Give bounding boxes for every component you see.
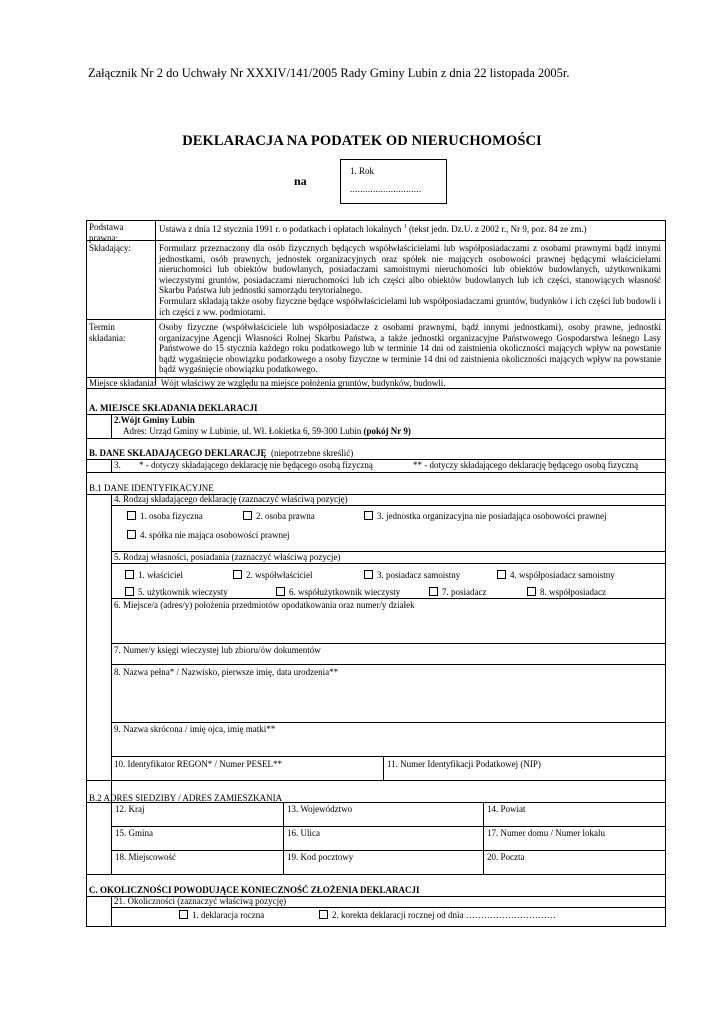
year-value[interactable]: ............................	[350, 184, 422, 194]
section-c-title: C. OKOLICZNOŚCI POWODUJĄCE KONIECZNOŚĆ ZŁOŻENIA DEKLARACJI	[89, 885, 420, 895]
field-6-label[interactable]: 6. Miejsce/a (adres/y) położenia przedmiotów opodatkowania oraz numer/y działek	[114, 600, 415, 610]
field-11-label[interactable]: 11. Numer Identyfikacji Podatkowej (NIP)	[387, 759, 541, 769]
f5-option-1[interactable]: 1. właściciel	[125, 570, 183, 581]
checkbox[interactable]	[429, 587, 438, 596]
b1-title: B.1 DANE IDENTYFIKACYJNE	[89, 483, 214, 493]
year-field[interactable]	[340, 159, 447, 204]
checkbox[interactable]	[125, 570, 134, 579]
checkbox[interactable]	[319, 910, 328, 919]
section-b-title: B. DANE SKŁADAJĄCEGO DEKLARACJĘ (niepotrzebne skreślić)	[89, 448, 354, 458]
field-16-label[interactable]: 16. Ulica	[287, 828, 320, 838]
field-2-label: 2.Wójt Gminy Lubin	[114, 415, 195, 425]
attachment-line: Załącznik Nr 2 do Uchwały Nr XXXIV/141/2005 Rady Gminy Lubin z dnia 22 listopada 2005r.	[88, 66, 570, 80]
f4-option-4[interactable]: 4. spółka nie mająca osobowości prawnej	[127, 530, 289, 541]
checkbox[interactable]	[125, 587, 134, 596]
field-20-label[interactable]: 20. Poczta	[487, 852, 525, 862]
f4-option-3[interactable]: 3. jednostka organizacyjna nie posiadająca osobowości prawnej	[364, 511, 607, 522]
podstawa-label: Podstawa prawna:	[89, 222, 124, 243]
f5-option-3[interactable]: 3. posiadacz samoistny	[364, 570, 460, 581]
f5-option-7[interactable]: 7. posiadacz	[429, 587, 486, 598]
field-3-option-legal: * - dotyczy składającego deklarację nie będącego osobą fizyczną	[139, 460, 373, 470]
field-4-label: 4. Rodzaj składającego deklarację (zaznaczyć właściwą pozycję)	[114, 494, 348, 504]
f5-option-8[interactable]: 8. współposiadacz	[527, 587, 606, 598]
checkbox[interactable]	[497, 570, 506, 579]
section-a-title: A. MIEJSCE SKŁADANIA DEKLARACJI	[89, 403, 258, 413]
field-12-label[interactable]: 12. Kraj	[115, 804, 145, 814]
checkbox[interactable]	[243, 511, 252, 520]
office-address: Adres: Urząd Gminy w Lubinie, ul. Wł. Łokietka 6, 59-300 Lubin (pokój Nr 9)	[123, 426, 411, 436]
field-13-label[interactable]: 13. Województwo	[287, 804, 353, 814]
checkbox[interactable]	[179, 910, 188, 919]
field-5-label: 5. Rodzaj własności, posiadania (zaznaczyć właściwą pozycje)	[114, 552, 341, 562]
checkbox[interactable]	[127, 511, 136, 520]
checkbox[interactable]	[364, 570, 373, 579]
checkbox[interactable]	[127, 530, 136, 539]
podstawa-text: Ustawa z dnia 12 stycznia 1991 r. o podatkach i opłatach lokalnych $^1$ (tekst jedn. Dz.U. z 2002 r., Nr 9, poz. 84 ze zm.)	[159, 224, 587, 234]
skladajacy-text: Formularz przeznaczony dla osób fizycznych będących współwłaścicielami lub współposiadaczami z osobami prawnymi bądź innymi jednostkami, osób prawnych, jednostek organizacyjnych oraz spółek nie mających osobowości prawnej będącymi właścicielami nieruchomości lub obiektów budowlanych, posiadaczami samoistnymi nieruchomości lub obiektów budowlanych, użytkownikami wieczystymi gruntów, posiadaczami nieruchomości lub ich części albo obiektów budowlanych lub ich części, stanowiących własność Skarbu Państwa lub jednostki samorządu terytorialnego. Formularz składają także osoby fizyczne będące współwłaścicielami lub współposiadaczami gruntów, budynków i ich części lub budowli i ich części z ww. podmiotami.	[159, 243, 661, 317]
field-18-label[interactable]: 18. Miejscowość	[115, 852, 176, 862]
checkbox[interactable]	[233, 570, 242, 579]
checkbox[interactable]	[527, 587, 536, 596]
field-17-label[interactable]: 17. Numer domu / Numer lokalu	[487, 828, 605, 838]
field-15-label[interactable]: 15. Gmina	[115, 828, 153, 838]
f5-option-4[interactable]: 4. współposiadacz samoistny	[497, 570, 615, 581]
field-14-label[interactable]: 14. Powiat	[487, 804, 526, 814]
field-3-num: 3.	[114, 460, 121, 470]
termin-text: Osoby fizyczne (współwłaściciele lub współposiadacze z osobami prawnymi, bądź innymi jednostkami), osoby prawne, jednostki organizacyjne Agencji Własności Rolnej Skarbu Państwa, a także jednostki organizacyjne Państwowego Gospodarstwa leśnego Lasy Państwowe do 15 stycznia każdego roku podatkowego lub w terminie 14 dni od zaistnienia okoliczności mających wpływ na powstanie bądź wygaśnięcie obowiązku podatkowego a osoby fizyczne w terminie 14 dni od zaistnienia okoliczności mających wpływ na powstanie bądź wygaśnięcie obowiązku podatkowego.	[159, 322, 661, 375]
checkbox[interactable]	[364, 511, 373, 520]
f5-option-2[interactable]: 2. współwłaściciel	[233, 570, 313, 581]
page-title: DEKLARACJA NA PODATEK OD NIERUCHOMOŚCI	[182, 133, 542, 149]
f4-option-1[interactable]: 1. osoba fizyczna	[127, 511, 203, 522]
skladajacy-label: Składający:	[89, 243, 131, 253]
field-9-label[interactable]: 9. Nazwa skrócona / imię ojca, imię matki**	[114, 724, 276, 734]
miejsce-text: Miejsce składania: Wójt właściwy ze względu na miejsce położenia gruntów, budynków, budowli.	[89, 378, 446, 388]
f21-option-2[interactable]: 2. korekta deklaracji rocznej od dnia …………………………	[319, 910, 556, 921]
field-19-label[interactable]: 19. Kod pocztowy	[287, 852, 354, 862]
f21-option-1[interactable]: 1. deklaracja roczna	[179, 910, 264, 921]
year-label: 1. Rok	[350, 166, 375, 176]
field-8-label[interactable]: 8. Nazwa pełna* / Nazwisko, pierwsze imię, data urodzenia**	[114, 667, 339, 677]
na-label: na	[294, 174, 307, 188]
field-7-label[interactable]: 7. Numer/y księgi wieczystej lub zbioru/ów dokumentów	[114, 645, 321, 655]
b2-title: B.2 ADRES SIEDZIBY / ADRES ZAMIESZKANIA	[89, 793, 283, 803]
field-3-option-natural: ** - dotyczy składającego deklarację będącego osobą fizyczną	[413, 460, 639, 470]
field-10-label[interactable]: 10. Identyfikator REGON* / Numer PESEL**	[114, 759, 282, 769]
f4-option-2[interactable]: 2. osoba prawna	[243, 511, 315, 522]
declaration-form	[86, 220, 666, 927]
f5-option-5[interactable]: 5. użytkownik wieczysty	[125, 587, 228, 598]
f5-option-6[interactable]: 6. współużytkownik wieczysty	[276, 587, 400, 598]
field-21-label: 21. Okoliczności (zaznaczyć właściwą pozycję)	[114, 896, 287, 906]
checkbox[interactable]	[276, 587, 285, 596]
termin-label: Termin składania:	[89, 322, 126, 343]
